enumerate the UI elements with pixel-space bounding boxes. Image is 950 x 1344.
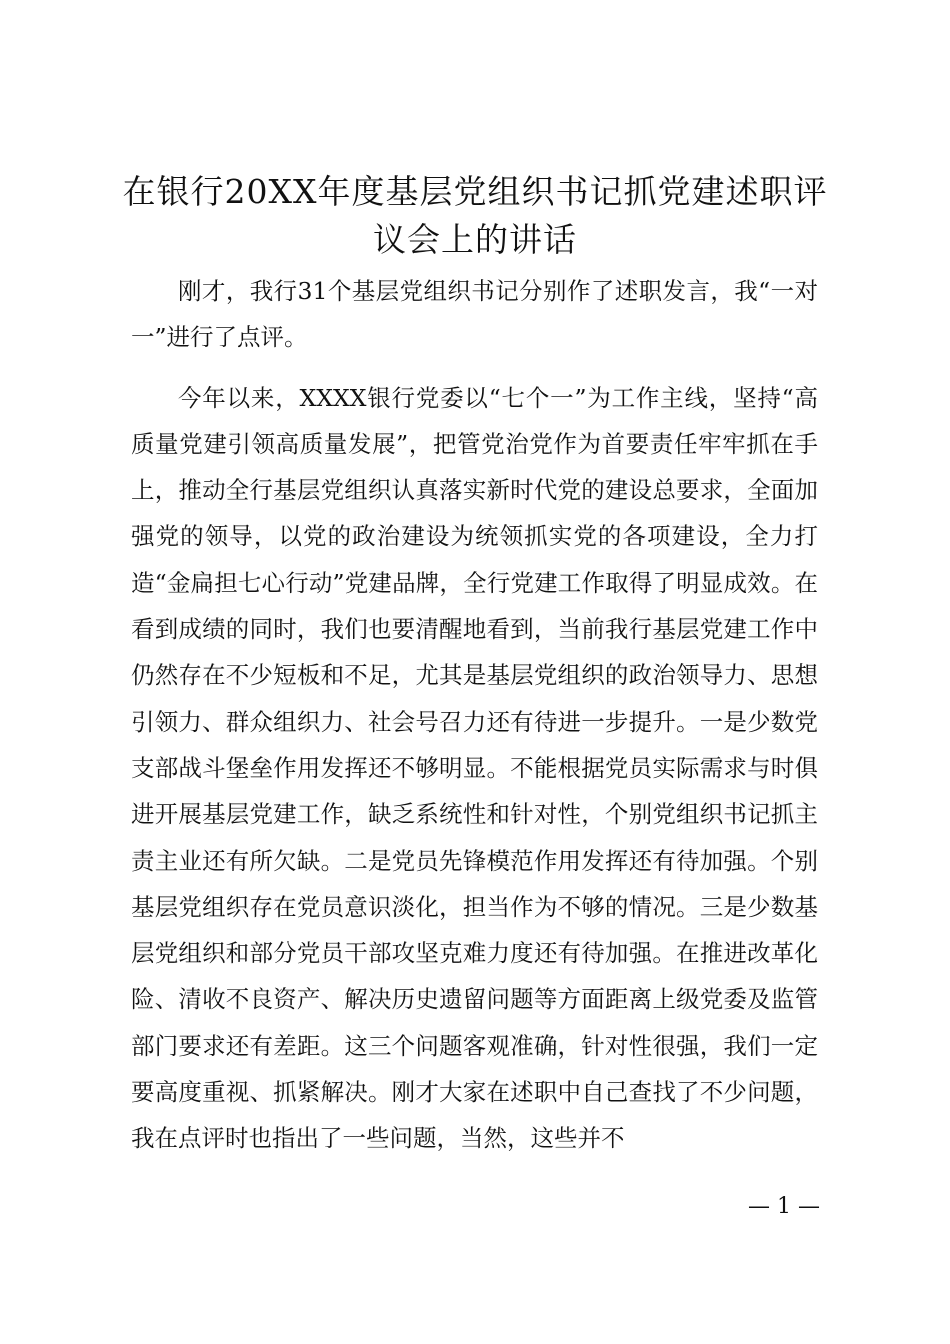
document-title: 在银行20XX年度基层党组织书记抓党建述职评议会上的讲话 <box>122 172 828 259</box>
page-number: — 1 — <box>748 1194 820 1219</box>
paragraph-main: 今年以来，XXXX银行党委以“七个一”为工作主线，坚持“高质量党建引领高质量发展”，把管党治党作为首要责任牢牢抓在手上，推动全行基层党组织认真落实新时代党的建设总要求，全面加强党的领导，以党的政治建设为统领抓实党的各项建设，全力打造“金扁担七心行动”党建品牌，全行党建工作取得了明显成效。在看到成绩的同时，我们也要清醒地看到，当前我行基层党建工作中仍然存在不少短板和不足，尤其是基层党组织的政治领导力、思想引领力、群众组织力、社会号召力还有待进一步提升。一是少数党支部战斗堡垒作用发挥还不够明显。不能根据党员实际需求与时俱进开展基层党建工作，缺乏系统性和针对性，个别党组织书记抓主责主业还有所欠缺。二是党员先锋模范作用发挥还有待加强。个别基层党组织存在党员意识淡化，担当作为不够的情况。三是少数基层党组织和部分党员干部攻坚克难力度还有待加强。在推进改革化险、清收不良资产、解决历史遗留问题等方面距离上级党委及监管部门要求还有差距。这三个问题客观准确，针对性很强，我们一定要高度重视、抓紧解决。刚才大家在述职中自己查找了不少问题，我在点评时也指出了一些问题，当然，这些并不 <box>131 383 818 1153</box>
paragraph-opening: 刚才，我行31个基层党组织书记分别作了述职发言，我“一对一”进行了点评。 <box>131 277 818 352</box>
document-body <box>131 268 818 1162</box>
